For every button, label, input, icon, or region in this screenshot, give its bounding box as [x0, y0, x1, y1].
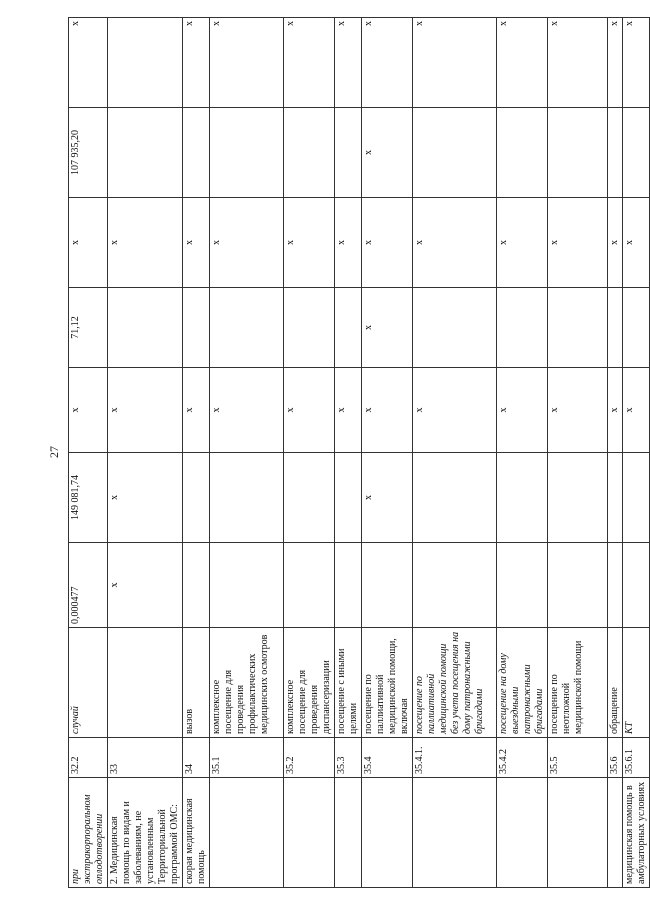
value-cell — [284, 543, 335, 628]
value-cell: x — [284, 18, 335, 108]
value-cell: x — [608, 18, 623, 108]
value-cell — [548, 453, 608, 543]
value-cell: x — [108, 453, 183, 543]
table-row — [362, 18, 413, 888]
value-cell: x — [608, 368, 623, 453]
unit-cell — [108, 628, 183, 738]
value-cell — [608, 108, 623, 198]
row-label — [608, 778, 623, 888]
value-cell: x — [210, 18, 284, 108]
value-cell — [623, 453, 650, 543]
unit-cell: посещение по неотложной медицинской помощи — [548, 628, 608, 738]
value-cell — [413, 543, 497, 628]
value-cell: 0,000477 — [69, 543, 108, 628]
table-row — [183, 18, 210, 888]
value-cell — [284, 108, 335, 198]
row-label: 2. Медицинская помощь по видам и заболеваниям, не установленным Территориальной программой ОМС: — [108, 778, 183, 888]
row-code: 35.6 — [608, 738, 623, 778]
value-cell: x — [608, 198, 623, 288]
row-label — [210, 778, 284, 888]
row-code: 34 — [183, 738, 210, 778]
value-cell — [210, 288, 284, 368]
value-cell — [210, 108, 284, 198]
value-cell: x — [497, 368, 548, 453]
value-cell: x — [623, 18, 650, 108]
value-cell: x — [284, 368, 335, 453]
row-label — [362, 778, 413, 888]
value-cell — [413, 108, 497, 198]
table-row — [623, 18, 650, 888]
table-row — [210, 18, 284, 888]
row-code: 35.2 — [284, 738, 335, 778]
value-cell: x — [362, 453, 413, 543]
row-label — [497, 778, 548, 888]
value-cell: x — [108, 543, 183, 628]
value-cell: 71,12 — [69, 288, 108, 368]
table-row — [69, 18, 108, 888]
value-cell: x — [623, 198, 650, 288]
unit-cell: комплексное посещение для проведения профилактических медицинских осмотров — [210, 628, 284, 738]
row-label: скорая медицинская помощь — [183, 778, 210, 888]
unit-cell: случай — [69, 628, 108, 738]
unit-cell: вызов — [183, 628, 210, 738]
row-code: 35.5 — [548, 738, 608, 778]
unit-cell: посещение по паллиативной медицинской помощи, включая — [362, 628, 413, 738]
value-cell: x — [362, 198, 413, 288]
value-cell: x — [335, 368, 362, 453]
value-cell — [623, 108, 650, 198]
value-cell: x — [108, 368, 183, 453]
value-cell — [183, 543, 210, 628]
value-cell — [108, 108, 183, 198]
row-label: при экстракорпоральном оплодотворении — [69, 778, 108, 888]
value-cell: 107 935,20 — [69, 108, 108, 198]
value-cell — [608, 453, 623, 543]
value-cell: x — [413, 368, 497, 453]
table-row — [335, 18, 362, 888]
value-cell — [183, 108, 210, 198]
value-cell: x — [183, 368, 210, 453]
unit-cell: посещение по паллиативной медицинской помощи без учета посещения на дому патронажными бригадами — [413, 628, 497, 738]
value-cell: x — [362, 108, 413, 198]
value-cell: x — [108, 198, 183, 288]
value-cell — [497, 108, 548, 198]
page-number: 27 — [47, 446, 61, 458]
value-cell — [548, 288, 608, 368]
table-row — [413, 18, 497, 888]
row-code: 35.4 — [362, 738, 413, 778]
value-cell — [548, 108, 608, 198]
value-cell: x — [335, 18, 362, 108]
row-code: 35.4.1. — [413, 738, 497, 778]
value-cell — [183, 453, 210, 543]
value-cell — [497, 543, 548, 628]
row-label — [548, 778, 608, 888]
table-row — [284, 18, 335, 888]
value-cell: x — [362, 18, 413, 108]
table-row — [108, 18, 183, 888]
value-cell: x — [497, 198, 548, 288]
value-cell: x — [497, 18, 548, 108]
unit-cell: посещение с иными целями — [335, 628, 362, 738]
row-code: 32.2 — [69, 738, 108, 778]
value-cell: x — [69, 198, 108, 288]
unit-cell: посещение на дому выездными патронажными бригадами — [497, 628, 548, 738]
value-cell: x — [284, 198, 335, 288]
unit-cell: КТ — [623, 628, 650, 738]
value-cell — [497, 288, 548, 368]
value-cell — [210, 453, 284, 543]
unit-cell: обращение — [608, 628, 623, 738]
row-code: 35.6.1 — [623, 738, 650, 778]
value-cell — [335, 288, 362, 368]
value-cell — [497, 453, 548, 543]
value-cell: x — [362, 288, 413, 368]
value-cell — [608, 288, 623, 368]
value-cell: x — [69, 18, 108, 108]
row-code: 33 — [108, 738, 183, 778]
value-cell: x — [183, 18, 210, 108]
row-code: 35.4.2 — [497, 738, 548, 778]
value-cell — [183, 288, 210, 368]
row-label: медицинская помощь в амбулаторных условиях — [623, 778, 650, 888]
value-cell — [608, 543, 623, 628]
value-cell: x — [623, 368, 650, 453]
row-label — [284, 778, 335, 888]
value-cell: x — [548, 198, 608, 288]
rotated-table-sheet — [68, 18, 647, 888]
value-cell: x — [413, 18, 497, 108]
row-label — [413, 778, 497, 888]
value-cell — [335, 543, 362, 628]
value-cell: x — [548, 18, 608, 108]
value-cell — [284, 453, 335, 543]
financing-table — [68, 17, 650, 888]
value-cell — [623, 543, 650, 628]
value-cell: x — [210, 198, 284, 288]
value-cell — [623, 288, 650, 368]
value-cell — [548, 543, 608, 628]
table-row — [548, 18, 608, 888]
row-code: 35.1 — [210, 738, 284, 778]
value-cell: x — [335, 198, 362, 288]
value-cell — [413, 453, 497, 543]
value-cell — [210, 543, 284, 628]
value-cell: x — [210, 368, 284, 453]
unit-cell: комплексное посещение для проведения диспансеризации — [284, 628, 335, 738]
value-cell: x — [548, 368, 608, 453]
row-code: 35.3 — [335, 738, 362, 778]
value-cell — [335, 453, 362, 543]
value-cell: 149 081,74 — [69, 453, 108, 543]
value-cell: x — [69, 368, 108, 453]
value-cell — [108, 288, 183, 368]
value-cell — [108, 18, 183, 108]
value-cell: x — [183, 198, 210, 288]
table-row — [497, 18, 548, 888]
value-cell — [335, 108, 362, 198]
value-cell: x — [362, 368, 413, 453]
row-label — [335, 778, 362, 888]
value-cell — [362, 543, 413, 628]
value-cell — [284, 288, 335, 368]
value-cell: x — [413, 198, 497, 288]
value-cell — [413, 288, 497, 368]
table-row — [608, 18, 623, 888]
